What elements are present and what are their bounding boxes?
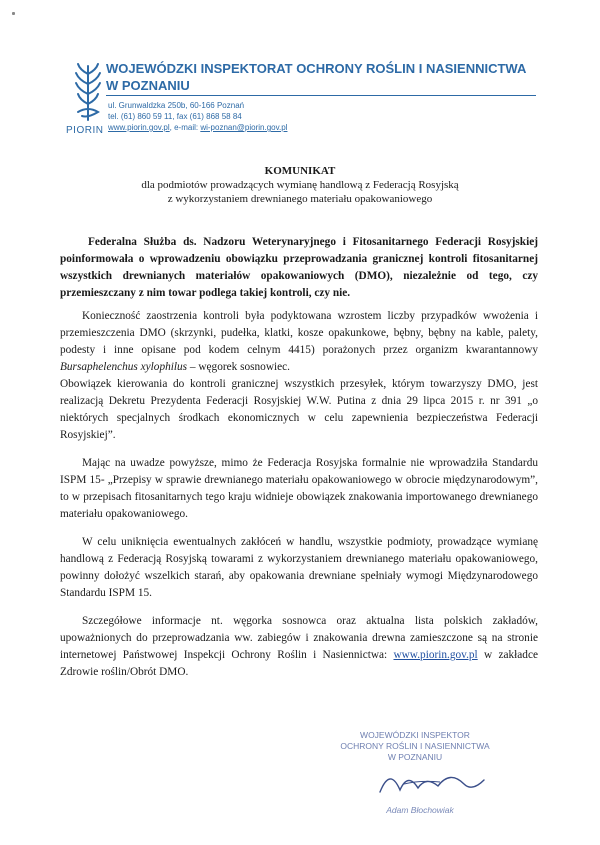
org-name-line2: W POZNANIU (106, 78, 190, 93)
official-stamp (330, 730, 500, 763)
species-name: Bursaphelenchus xylophilus (60, 361, 188, 373)
scan-dot (12, 12, 15, 15)
heading-line2: dla podmiotów prowadzących wymianę handlową z Federacją Rosyjską (141, 179, 459, 191)
bold-paragraph: Federalna Służba ds. Nadzoru Weterynaryjnego i Fitosanitarnego Federacji Rosyjskiej poinformowała o wprowadzeniu obowiązku przeprowadzania granicznej kontroli fitosanitarnej wszystkich drewnianych materiałów opakowaniowych (DMO), niezależnie od tego, czy przemieszczany z nim towar podlega takiej kontroli, czy nie. (60, 236, 538, 299)
email-label: , e-mail: (169, 123, 201, 132)
org-name-line1: WOJEWÓDZKI INSPEKTORAT OCHRONY ROŚLIN I NASIENNICTWA (106, 61, 527, 76)
p5-text-end: w zakładce Zdrowie roślin/Obrót DMO. (60, 649, 538, 678)
stamp-line2: OCHRONY ROŚLIN I NASIENNICTWA (340, 741, 490, 751)
header-divider (106, 95, 536, 96)
document-title: KOMUNIKAT (264, 165, 336, 177)
stamp-line3: W POZNANIU (387, 752, 443, 762)
document-heading (60, 164, 540, 206)
web-email-line (108, 122, 287, 133)
address: ul. Grunwaldzka 250b, 60-166 Poznań (108, 101, 245, 110)
email-link[interactable]: wi-poznan@piorin.gov.pl (200, 123, 288, 132)
p1-text-end: – węgorek sosnowiec. (187, 361, 290, 373)
stamp-line1: WOJEWÓDZKI INSPEKTOR (360, 730, 470, 740)
organization-name (106, 60, 546, 94)
paragraph-5 (60, 613, 538, 681)
signature-icon (360, 762, 500, 802)
document-body (60, 234, 538, 681)
heading-line3: z wykorzystaniem drewnianego materiału opakowaniowego (167, 193, 433, 205)
phone-fax: tel. (61) 860 59 11, fax (61) 868 58 84 (108, 112, 242, 121)
paragraph-1 (60, 308, 538, 376)
logo-text: PIORIN (66, 125, 104, 136)
contact-info (108, 100, 287, 133)
paragraph-2: Obowiązek kierowania do kontroli granicznej wszystkich przesyłek, którym towarzyszy DMO, jest realizacją Dekretu Prezydenta Federacji Rosyjskiej W.W. Putina z dnia 29 lipca 2015 r. nr 391 „o niektórych specjalnych środkach ekonomicznych w celu zapewnienia bezpieczeństwa Federacji Rosyjskiej”. (60, 378, 538, 441)
paragraph-4: W celu uniknięcia ewentualnych zakłóceń w handlu, wszystkie podmioty, prowadzące wymianę handlową z Federacją Rosyjską towarami z wykorzystaniem drewnianego materiału opakowaniowego, powinny dołożyć wszelkich starań, aby opakowania drewniane spełniały wymogi Międzynarodowego Standardu ISPM 15. (60, 536, 538, 599)
website-link[interactable]: www.piorin.gov.pl (108, 123, 170, 132)
p5-text: Szczegółowe informacje nt. węgorka sosnowca oraz aktualna lista polskich zakładów, upoważnionych do przeprowadzania ww. zabiegów i znakowania drewna zamieszczone są na stronie internetowej Państwowej Inspekcji Ochrony Roślin i Nasiennictwa: (60, 615, 538, 661)
stamp-name: Adam Błochowiak (386, 805, 454, 815)
piorin-link[interactable]: www.piorin.gov.pl (393, 649, 478, 661)
p1-text: Konieczność zaostrzenia kontroli była podyktowana wzrostem liczby przypadków wwożenia i przemieszczenia DMO (skrzynki, pudełka, klatki, kosze opakunkowe, bębny, bębny na kable, palety, podesty i inne opisane pod kodem celnym 4415) porażonych przez organizm kwarantannowy (60, 310, 538, 356)
paragraph-3: Mając na uwadze powyższe, mimo że Federacja Rosyjska formalnie nie wprowadziła Standardu ISPM 15- „Przepisy w sprawie drewnianego materiału opakowaniowego w obrocie międzynarodowym”, to w przepisach fitosanitarnych tego kraju widnieje obowiązek znakowania importowanego drewnianego materiału opakowaniowego. (60, 457, 538, 520)
